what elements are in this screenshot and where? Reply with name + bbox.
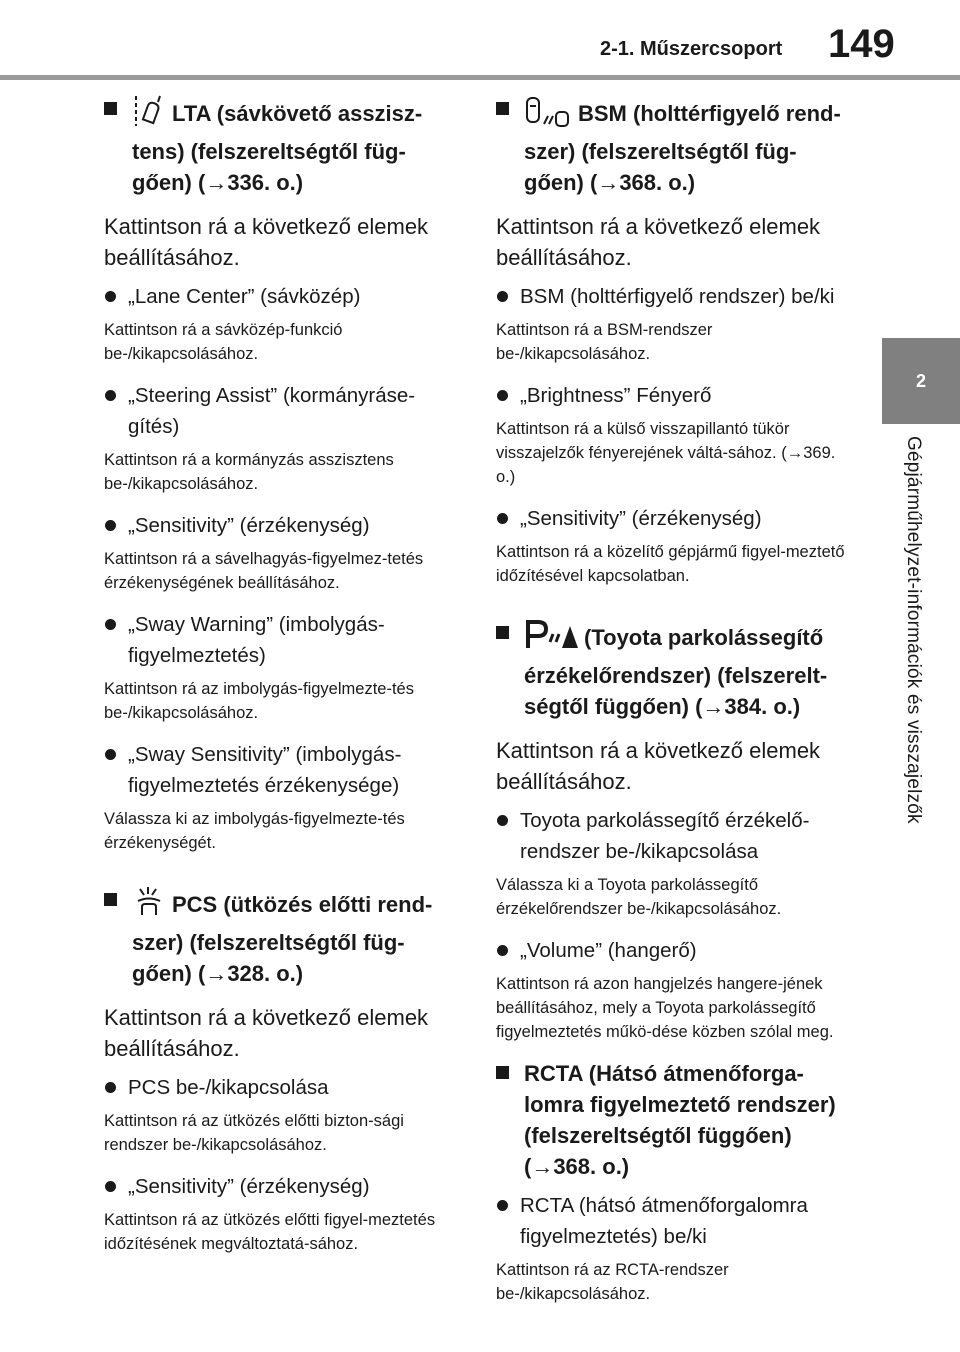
- list-item: „Sway Warning” (imbolygás-figyelmeztetés): [104, 609, 464, 671]
- pcs-section: [104, 885, 464, 1256]
- item-description: Válassza ki a Toyota parkolássegítő érzékelőrendszer be-/kikapcsolásához.: [496, 876, 782, 918]
- list-item: „Lane Center” (sávközép): [104, 281, 464, 312]
- item-description: Kattintson rá az imbolygás-figyelmezte-tés be-/kikapcsolásához.: [104, 680, 414, 722]
- page-number: 149: [828, 22, 895, 66]
- parking-assist-section: [496, 618, 856, 1044]
- item-description: Kattintson rá a sávközép-funkció be-/kikapcsolásához.: [104, 321, 343, 363]
- square-bullet-icon: [496, 626, 509, 639]
- list-item: Toyota parkolássegítő érzékelő-rendszer be-/kikapcsolása: [496, 805, 856, 867]
- list-item: RCTA (hátsó átmenőforgalomra figyelmeztetés) be/ki: [496, 1190, 856, 1252]
- item-description: Kattintson rá a kormányzás asszisztens be-/kikapcsolásához.: [104, 451, 394, 493]
- list-item: „Volume” (hangerő): [496, 935, 856, 966]
- bullet-icon: [105, 390, 116, 401]
- bullet-icon: [497, 1200, 508, 1211]
- bullet-icon: [105, 1181, 116, 1192]
- blind-spot-monitor-icon: [524, 94, 572, 136]
- list-item: „Sensitivity” (érzékenység): [496, 503, 856, 534]
- left-column: [104, 94, 464, 1270]
- section-heading: PCS (ütközés előtti rend-szer) (felszereltségtől füg-gően) (→328. o.): [104, 885, 464, 989]
- bsm-section: [496, 94, 856, 588]
- bullet-icon: [497, 390, 508, 401]
- rcta-section: [496, 1058, 856, 1306]
- section-intro: Kattintson rá a következő elemek beállításához.: [496, 214, 821, 270]
- chapter-title: Gépjárműhelyzet-információk és visszajelzők: [903, 436, 924, 824]
- bullet-icon: [497, 815, 508, 826]
- bullet-icon: [497, 945, 508, 956]
- section-heading: RCTA (Hátsó átmenőforga-lomra figyelmeztető rendszer) (felszereltségtől függően) (→368. o.): [496, 1058, 856, 1182]
- bullet-icon: [497, 513, 508, 524]
- bullet-icon: [105, 520, 116, 531]
- item-description: Válassza ki az imbolygás-figyelmezte-tés érzékenységét.: [104, 810, 405, 852]
- lta-section: [104, 94, 464, 855]
- bullet-icon: [105, 619, 116, 630]
- right-column: [496, 94, 856, 1320]
- header-divider: [0, 75, 960, 80]
- section-heading: LTA (sávkövető asszisz-tens) (felszereltségtől füg-gően) (→336. o.): [104, 94, 464, 198]
- list-item: „Sway Sensitivity” (imbolygás-figyelmeztetés érzékenysége): [104, 739, 464, 801]
- item-description: Kattintson rá az ütközés előtti figyel-meztetés időzítésének megváltoztatá-sához.: [104, 1211, 436, 1253]
- list-item: „Brightness” Fényerő: [496, 380, 856, 411]
- square-bullet-icon: [104, 102, 117, 115]
- item-description: Kattintson rá a BSM-rendszer be-/kikapcsolásához.: [496, 321, 713, 363]
- square-bullet-icon: [496, 1066, 509, 1079]
- list-item: „Sensitivity” (érzékenység): [104, 510, 464, 541]
- list-item: „Sensitivity” (érzékenység): [104, 1171, 464, 1202]
- section-intro: Kattintson rá a következő elemek beállításához.: [104, 214, 429, 270]
- list-item: PCS be-/kikapcsolása: [104, 1072, 464, 1103]
- bullet-icon: [105, 749, 116, 760]
- item-description: Kattintson rá az RCTA-rendszer be-/kikapcsolásához.: [496, 1261, 729, 1303]
- item-description: Kattintson rá a közelítő gépjármű figyel-meztető időzítésével kapcsolatban.: [496, 543, 845, 585]
- item-description: Kattintson rá a külső visszapillantó tükör visszajelzők fényerejének váltá-sához. (→369. o.): [496, 420, 836, 486]
- chapter-tab: [882, 338, 960, 424]
- parking-sensor-icon: [524, 618, 578, 660]
- item-description: Kattintson rá azon hangjelzés hangere-jének beállításához, mely a Toyota parkolássegítő figyelmeztetés műkö-dése közben szólal meg.: [496, 975, 834, 1041]
- list-item: BSM (holttérfigyelő rendszer) be/ki: [496, 281, 856, 312]
- bullet-icon: [105, 1082, 116, 1093]
- square-bullet-icon: [104, 893, 117, 906]
- item-description: Kattintson rá a sávelhagyás-figyelmez-tetés érzékenységének beállításához.: [104, 550, 424, 592]
- list-item: „Steering Assist” (kormányráse-gítés): [104, 380, 464, 442]
- running-header-section: 2-1. Műszercsoport: [600, 38, 783, 60]
- item-description: Kattintson rá az ütközés előtti bizton-sági rendszer be-/kikapcsolásához.: [104, 1112, 404, 1154]
- section-intro: Kattintson rá a következő elemek beállításához.: [496, 738, 821, 794]
- lane-assist-icon: [132, 94, 166, 136]
- chapter-number: 2: [915, 370, 926, 391]
- section-intro: Kattintson rá a következő elemek beállításához.: [104, 1005, 429, 1061]
- bullet-icon: [105, 291, 116, 302]
- bullet-icon: [497, 291, 508, 302]
- pre-collision-icon: [132, 885, 166, 927]
- section-heading: (Toyota parkolássegítő érzékelőrendszer) (felszerelt-ségtől függően) (→384. o.): [496, 618, 856, 722]
- square-bullet-icon: [496, 102, 509, 115]
- section-heading: BSM (holttérfigyelő rend-szer) (felszereltségtől füg-gően) (→368. o.): [496, 94, 856, 198]
